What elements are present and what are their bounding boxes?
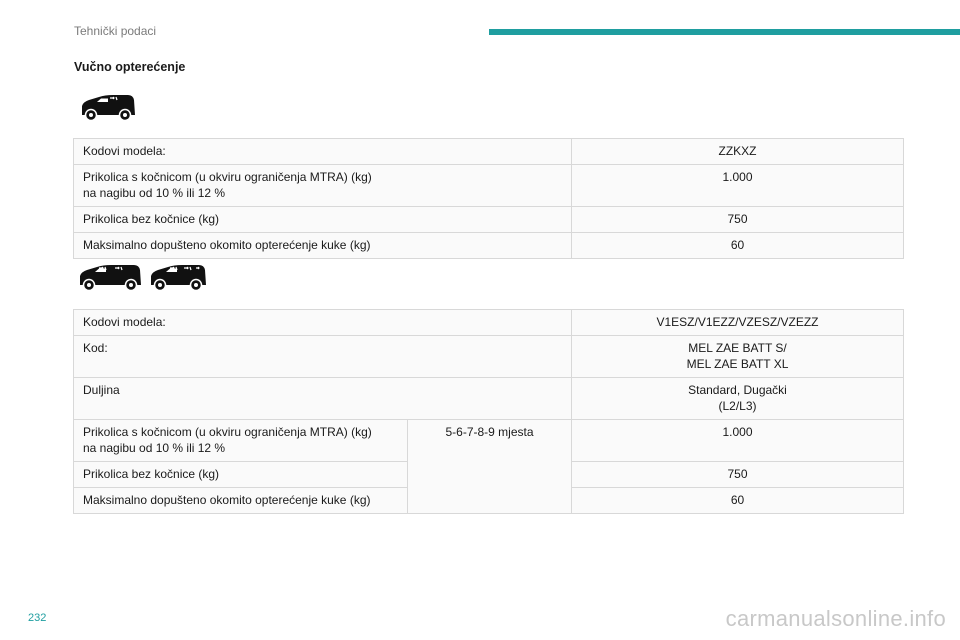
table-row xyxy=(74,336,904,378)
running-header: Tehnički podaci xyxy=(74,24,157,38)
row-label xyxy=(74,165,572,207)
value-line1: MEL ZAE BATT S/ xyxy=(688,341,787,355)
row-label: Kod: xyxy=(74,336,572,378)
page-number: 232 xyxy=(28,612,47,624)
towing-table-2 xyxy=(73,309,904,514)
row-label: Prikolica bez kočnice (kg) xyxy=(74,462,408,488)
row-label-line1: Prikolica s kočnicom (u okviru ograničenja MTRA) (kg) xyxy=(83,170,372,184)
row-label: Duljina xyxy=(74,378,572,420)
row-label-line1: Prikolica s kočnicom (u okviru ograničenja MTRA) (kg) xyxy=(83,425,372,439)
van-one-sliding-door-icon xyxy=(79,94,137,122)
seats-cell: 5-6-7-8-9 mjesta xyxy=(408,420,572,514)
value-line1: Standard, Dugački xyxy=(688,383,787,397)
row-label: Kodovi modela: xyxy=(74,310,572,336)
table-row xyxy=(74,310,904,336)
value-line2: MEL ZAE BATT XL xyxy=(686,357,789,371)
row-label-line2: na nagibu od 10 % ili 12 % xyxy=(83,186,226,200)
watermark: carmanualsonline.info xyxy=(725,606,946,631)
row-value: ZZKXZ xyxy=(572,139,904,165)
row-value: V1ESZ/V1EZZ/VZESZ/VZEZZ xyxy=(572,310,904,336)
table-row xyxy=(74,420,904,462)
row-label: Maksimalno dopušteno okomito opterećenje kuke (kg) xyxy=(74,233,572,259)
row-value: 1.000 xyxy=(572,420,904,462)
row-value: 60 xyxy=(572,488,904,514)
section-title: Vučno opterećenje xyxy=(74,60,186,74)
row-label: Prikolica bez kočnice (kg) xyxy=(74,207,572,233)
row-value xyxy=(572,336,904,378)
row-value: 60 xyxy=(572,233,904,259)
row-label-line2: na nagibu od 10 % ili 12 % xyxy=(83,441,226,455)
row-value: 750 xyxy=(572,207,904,233)
table-row xyxy=(74,207,904,233)
table-row xyxy=(74,378,904,420)
header-accent-bar xyxy=(489,29,960,35)
row-label xyxy=(74,420,408,462)
van-two-sliding-doors-icon xyxy=(77,264,143,292)
table-row xyxy=(74,233,904,259)
row-value: 1.000 xyxy=(572,165,904,207)
table-row xyxy=(74,139,904,165)
row-value: 750 xyxy=(572,462,904,488)
row-value xyxy=(572,378,904,420)
row-label: Maksimalno dopušteno okomito opterećenje kuke (kg) xyxy=(74,488,408,514)
table-row xyxy=(74,165,904,207)
value-line2: (L2/L3) xyxy=(718,399,757,413)
towing-table-1 xyxy=(73,138,904,259)
van-two-sliding-doors-long-icon xyxy=(148,264,208,292)
row-label: Kodovi modela: xyxy=(74,139,572,165)
